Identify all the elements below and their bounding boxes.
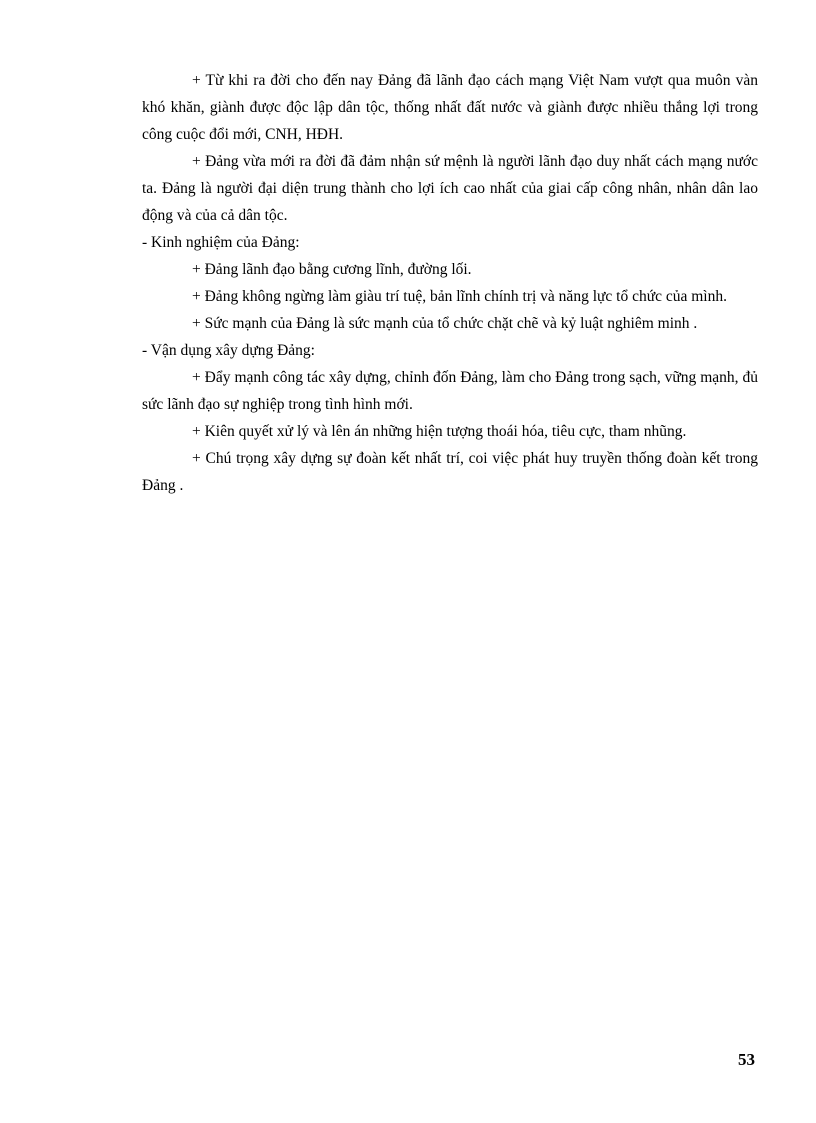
paragraph-building-solidarity: + Chú trọng xây dựng sự đoàn kết nhất trí, coi việc phát huy truyền thống đoàn kết trong Đảng . — [142, 450, 758, 494]
page-number: 53 — [738, 1050, 755, 1069]
document-body — [142, 67, 758, 499]
heading-party-experience: - Kinh nghiệm của Đảng: — [142, 234, 300, 251]
paragraph-party-mission: + Đảng vừa mới ra đời đã đảm nhận sứ mệnh là người lãnh đạo duy nhất cách mạng nước ta. Đảng là người đại diện trung thành cho lợi ích cao nhất của giai cấp công nhân, nhân dân lao động và của cả dân tộc. — [142, 153, 758, 224]
paragraph-party-leadership-history: + Từ khi ra đời cho đến nay Đảng đã lãnh đạo cách mạng Việt Nam vượt qua muôn vàn khó khăn, giành được độc lập dân tộc, thống nhất đất nước và giành được nhiều thắng lợi trong công cuộc đổi mới, CNH, HĐH. — [142, 72, 758, 143]
paragraph-experience-platform: + Đảng lãnh đạo bằng cương lĩnh, đường lối. — [192, 261, 472, 278]
paragraph-experience-discipline: + Sức mạnh của Đảng là sức mạnh của tổ chức chặt chẽ và kỷ luật nghiêm minh . — [192, 315, 698, 332]
paragraph-building-rectification: + Đẩy mạnh công tác xây dựng, chỉnh đốn Đảng, làm cho Đảng trong sạch, vững mạnh, đủ sức lãnh đạo sự nghiệp trong tình hình mới. — [142, 369, 758, 413]
heading-party-building: - Vận dụng xây dựng Đảng: — [142, 342, 315, 359]
paragraph-building-anticorruption: + Kiên quyết xử lý và lên án những hiện tượng thoái hóa, tiêu cực, tham nhũng. — [192, 423, 687, 440]
paragraph-experience-intellect: + Đảng không ngừng làm giàu trí tuệ, bản lĩnh chính trị và năng lực tổ chức của mình. — [192, 288, 727, 305]
